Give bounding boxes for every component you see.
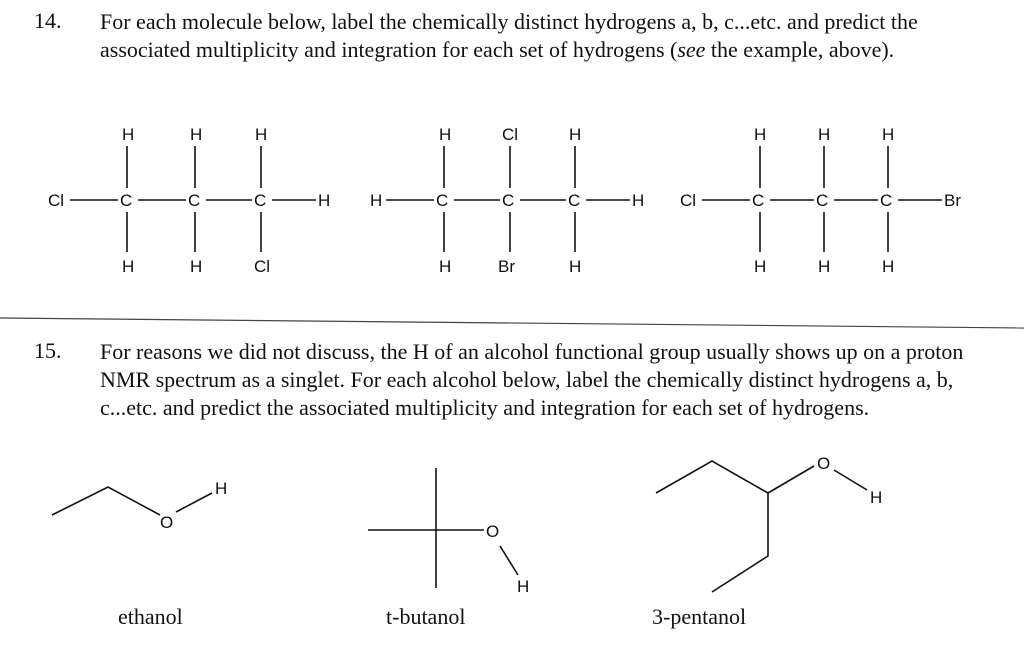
- atom-o: O: [817, 454, 831, 473]
- atom-h: H: [122, 125, 135, 144]
- atom-o: O: [486, 522, 500, 541]
- molecule-1: [48, 125, 330, 276]
- atom-h: H: [569, 257, 582, 276]
- atom-h: H: [215, 479, 228, 498]
- atom-h: H: [754, 257, 767, 276]
- atom-h: H: [370, 191, 383, 210]
- atom-cl: Cl: [502, 125, 519, 144]
- atom-h: H: [439, 125, 452, 144]
- question-15-number: 15.: [34, 338, 62, 363]
- caption-t-butanol: t-butanol: [386, 604, 466, 629]
- question-14-see: see: [677, 37, 706, 62]
- 3-pentanol-structure: [656, 454, 882, 592]
- molecule-2: [370, 125, 644, 276]
- molecule-3: [680, 125, 961, 276]
- atom-c: C: [254, 191, 267, 210]
- atom-br: Br: [944, 191, 961, 210]
- atom-h: H: [190, 257, 203, 276]
- atom-h: H: [569, 125, 582, 144]
- atom-h: H: [439, 257, 452, 276]
- atom-h: H: [818, 125, 831, 144]
- atom-br: Br: [498, 257, 515, 276]
- question-14-body: For each molecule below, label the chemically distinct hydrogens a, b, c...etc. and predict the associated multiplicity and integration for each set of hydrogens (: [100, 9, 918, 62]
- atom-h: H: [882, 125, 895, 144]
- ethanol-structure: [52, 479, 227, 532]
- t-butanol-structure: [368, 468, 529, 596]
- section-divider: [0, 318, 1024, 328]
- atom-c: C: [568, 191, 581, 210]
- atom-c: C: [752, 191, 765, 210]
- question-14-number: 14.: [34, 8, 62, 33]
- atom-h: H: [255, 125, 268, 144]
- atom-c: C: [502, 191, 515, 210]
- atom-h: H: [818, 257, 831, 276]
- atom-c: C: [880, 191, 893, 210]
- atom-c: C: [816, 191, 829, 210]
- atom-c: C: [188, 191, 201, 210]
- atom-cl: Cl: [254, 257, 271, 276]
- atom-o: O: [160, 513, 174, 532]
- atom-h: H: [632, 191, 645, 210]
- atom-c: C: [120, 191, 133, 210]
- question-14-end: the example, above).: [705, 37, 895, 62]
- caption-ethanol: ethanol: [118, 604, 183, 629]
- atom-h: H: [190, 125, 203, 144]
- caption-3-pentanol: 3-pentanol: [652, 604, 747, 629]
- atom-cl: Cl: [680, 191, 697, 210]
- atom-h: H: [318, 191, 331, 210]
- atom-h: H: [517, 577, 530, 596]
- question-15-text: For reasons we did not discuss, the H of an alcohol functional group usually shows up on a proton NMR spectrum as a singlet. For each alcohol below, label the chemically distinct hydrogens a, b, c...etc. and predict the associated multiplicity and integration for each set of hydrogens.: [100, 339, 964, 420]
- atom-cl: Cl: [48, 191, 65, 210]
- atom-c: C: [436, 191, 449, 210]
- atom-h: H: [882, 257, 895, 276]
- atom-h: H: [122, 257, 135, 276]
- atom-h: H: [754, 125, 767, 144]
- atom-h: H: [870, 488, 883, 507]
